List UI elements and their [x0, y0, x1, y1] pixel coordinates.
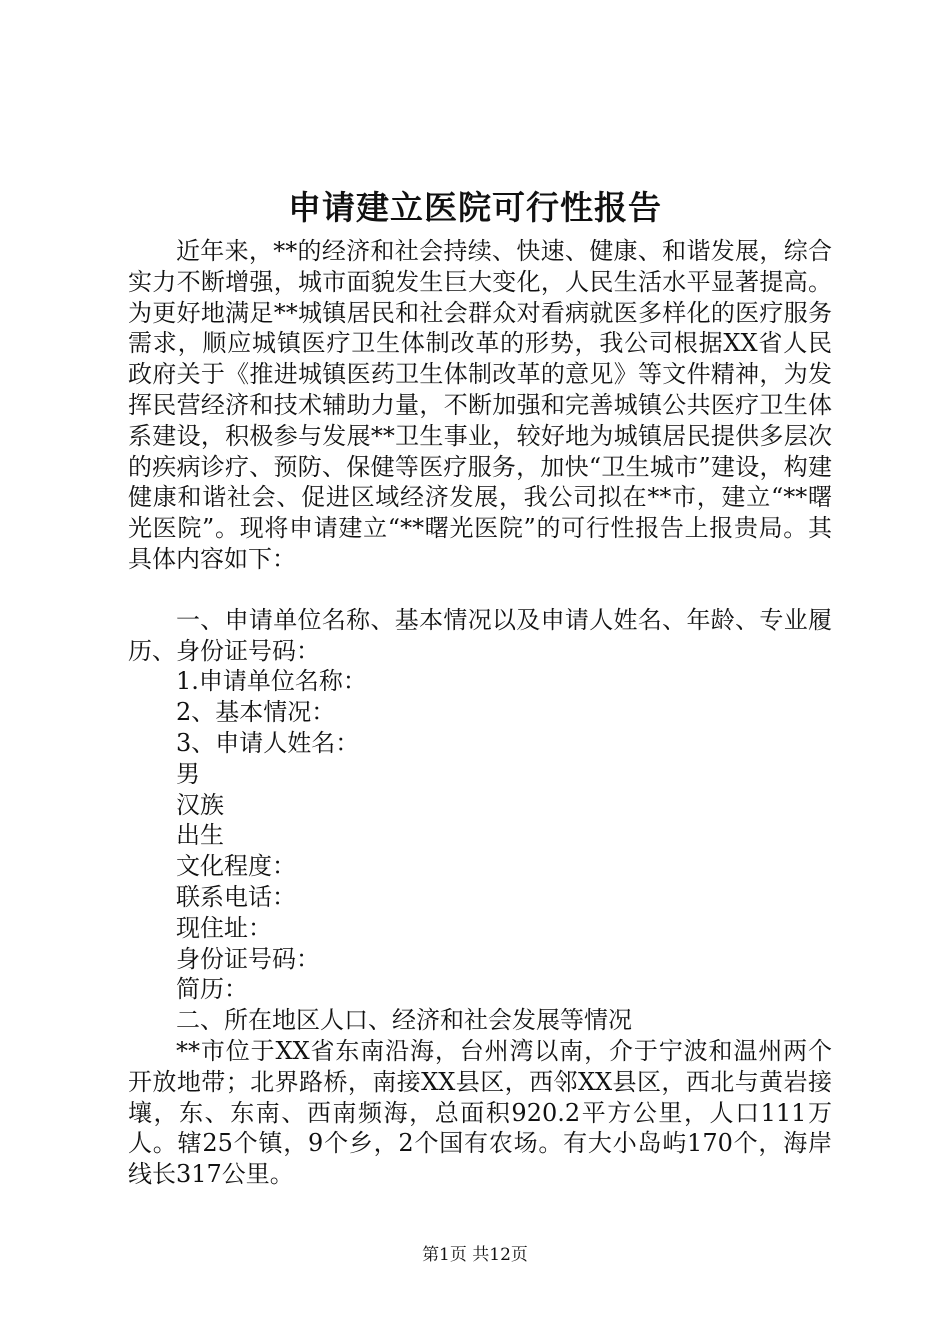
section-1-heading: 一、申请单位名称、基本情况以及申请人姓名、年龄、专业履历、身份证号码：: [128, 605, 832, 665]
list-item: 3、申请人姓名：: [176, 728, 360, 757]
page-footer: 第1页 共12页: [422, 1245, 528, 1265]
list-item: 身份证号码：: [176, 944, 320, 973]
section-2-paragraph: **市位于XX省东南沿海，台州湾以南，介于宁波和温州两个开放地带；北界路桥，南接XX县区，西邻XX县区，西北与黄岩接壤，东、东南、西南频海，总面积920.2平方公里，人口111万人。辖25个镇，9个乡，2个国有农场。有大小岛屿170个，海岸线长317公里。: [128, 1036, 832, 1189]
list-item: 2、基本情况：: [176, 698, 336, 727]
paragraph-gap: [128, 575, 832, 605]
document-body: [128, 236, 832, 1190]
list-item: 汉族: [176, 790, 224, 819]
list-item: 文化程度：: [176, 852, 296, 881]
section-2-heading: 二、所在地区人口、经济和社会发展等情况: [176, 1006, 632, 1035]
list-item: 1.申请单位名称：: [176, 667, 367, 696]
list-item: 联系电话：: [176, 882, 296, 911]
list-item: 男: [176, 759, 200, 788]
list-item: 简历：: [176, 975, 248, 1004]
document-title: 申请建立医院可行性报告: [288, 188, 662, 227]
list-item: 出生: [176, 821, 224, 850]
list-item: 现住址：: [176, 913, 272, 942]
intro-paragraph: 近年来，**的经济和社会持续、快速、健康、和谐发展，综合实力不断增强，城市面貌发生巨大变化，人民生活水平显著提高。为更好地满足**城镇居民和社会群众对看病就医多样化的医疗服务需求，顺应城镇医疗卫生体制改革的形势，我公司根据XX省人民政府关于《推进城镇医药卫生体制改革的意见》等文件精神，为发挥民营经济和技术辅助力量，不断加强和完善城镇公共医疗卫生体系建设，积极参与发展**卫生事业，较好地为城镇居民提供多层次的疾病诊疗、预防、保健等医疗服务，加快“卫生城市”建设，构建健康和谐社会、促进区域经济发展，我公司拟在**市，建立“**曙光医院”。现将申请建立“**曙光医院”的可行性报告上报贵局。其具体内容如下：: [128, 237, 832, 573]
